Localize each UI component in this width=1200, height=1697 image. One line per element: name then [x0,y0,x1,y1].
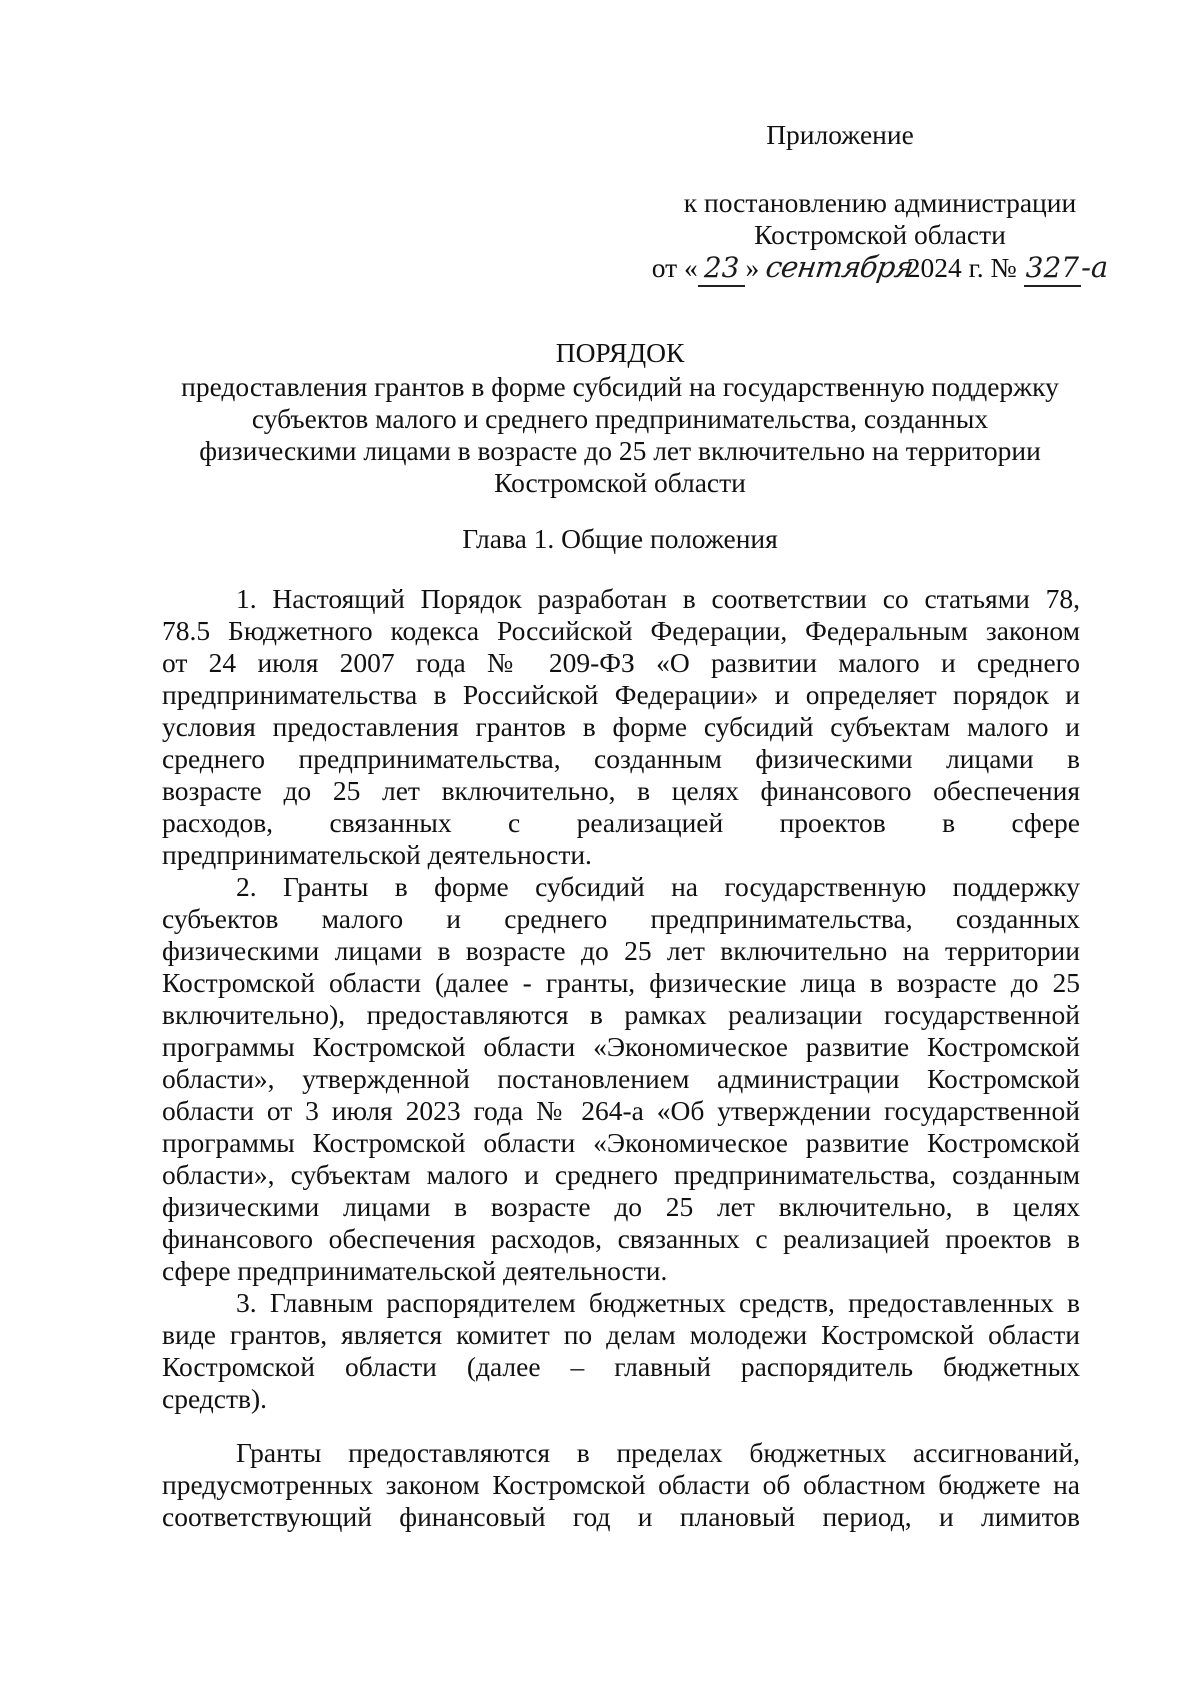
body-line: программы Костромской области «Экономическое развитие Костромской [162,1031,1080,1062]
body-line: соответствующий финансовый год и плановый период, и лимитов [162,1501,1080,1532]
handwritten-number-suffix: -а [1081,250,1109,284]
body-line: области», утвержденной постановлением администрации Костромской [162,1063,1080,1094]
date-year: 2024 г. № [906,252,1024,283]
body-line: условия предоставления грантов в форме субсидий субъектам малого и [162,711,1080,742]
title-line: предоставления грантов в форме субсидий на государственную поддержку [181,371,1059,402]
body-line: финансового обеспечения расходов, связанных с реализацией проектов в [162,1223,1080,1254]
handwritten-number: 327 [1024,251,1081,287]
body-line: программы Костромской области «Экономическое развитие Костромской [162,1127,1080,1158]
chapter-heading: Глава 1. Общие положения [462,523,778,554]
body-line: Гранты предоставляются в пределах бюджетных ассигнований, [236,1437,1080,1468]
body-line: Костромской области (далее – главный распорядитель бюджетных [162,1351,1080,1382]
body-line: области от 3 июля 2023 года № 264-а «Об утверждении государственной [162,1095,1080,1126]
title-line: физическими лицами в возрасте до 25 лет включительно на территории [199,435,1041,466]
body-line: предусмотренных законом Костромской области об областном бюджете на [162,1469,1080,1500]
body-line: сфере предпринимательской деятельности. [162,1255,668,1286]
body-line: области», субъектам малого и среднего предпринимательства, созданным [162,1159,1080,1190]
body-line: виде грантов, является комитет по делам молодежи Костромской области [162,1319,1080,1350]
title-line: субъектов малого и среднего предпринимательства, созданных [251,403,989,434]
date-number-line [600,250,1160,287]
handwritten-month: сентября [763,250,916,284]
body-line: 3. Главным распорядителем бюджетных средств, предоставленных в [236,1287,1080,1318]
date-prefix: от « [651,252,698,283]
handwritten-day: 23 [698,251,746,287]
body-line: физическими лицами в возрасте до 25 лет включительно на территории [162,935,1080,966]
body-line: расходов, связанных с реализацией проектов в сфере [162,807,1080,838]
body-line: 78.5 Бюджетного кодекса Российской Федерации, Федеральным законом [162,615,1080,646]
body-line: средств). [162,1383,268,1414]
body-line: предпринимательской деятельности. [162,839,592,870]
body-line: 1. Настоящий Порядок разработан в соответствии со статьями 78, [236,583,1080,614]
title-line: Костромской области [494,467,746,498]
body-line: предпринимательства в Российской Федерации» и определяет порядок и [162,679,1080,710]
document-heading: ПОРЯДОК [555,337,685,368]
body-line: субъектов малого и среднего предпринимательства, созданных [162,903,1080,934]
body-line: среднего предпринимательства, созданным физическими лицами в [162,743,1080,774]
resolution-label: к постановлению администрации [683,187,1077,218]
body-line: возрасте до 25 лет включительно, в целях финансового обеспечения [162,775,1080,806]
body-line: 2. Гранты в форме субсидий на государственную поддержку [236,871,1080,902]
body-line: физическими лицами в возрасте до 25 лет включительно, в целях [162,1191,1080,1222]
body-line: включительно), предоставляются в рамках реализации государственной [162,999,1080,1030]
body-line: от 24 июля 2007 года № 209-ФЗ «О развитии малого и среднего [162,647,1080,678]
region-label: Костромской области [754,219,1006,250]
body-line: Костромской области (далее - гранты, физические лица в возрасте до 25 [162,967,1080,998]
date-mid: » [745,252,767,283]
appendix-label: Приложение [766,119,914,150]
